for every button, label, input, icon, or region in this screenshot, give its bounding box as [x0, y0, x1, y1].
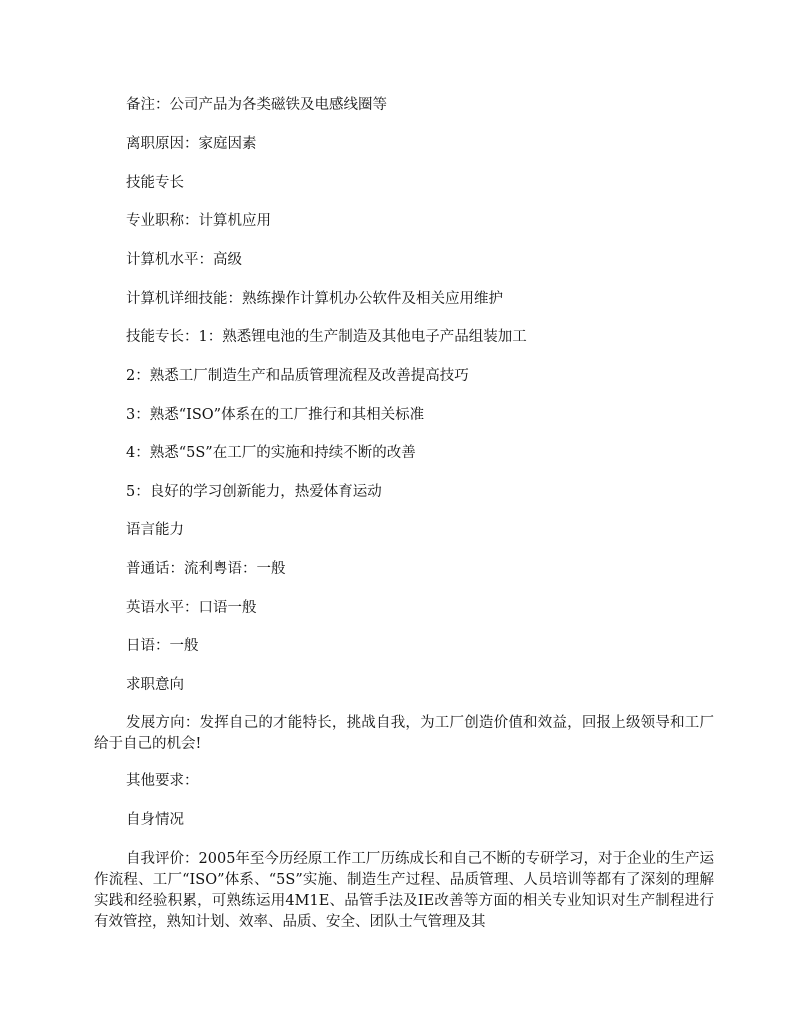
note-line: 备注：公司产品为各类磁铁及电感线圈等 — [126, 97, 387, 113]
skills-heading: 技能专长 — [126, 175, 184, 191]
skill-item-3: 3：熟悉“ISO”体系在的工厂推行和其相关标准 — [126, 407, 425, 423]
computer-skills-line: 计算机详细技能：熟练操作计算机办公软件及相关应用维护 — [126, 291, 503, 307]
self-status-heading: 自身情况 — [126, 812, 184, 828]
language-heading: 语言能力 — [126, 522, 184, 538]
leave-reason-line: 离职原因：家庭因素 — [126, 136, 257, 152]
skill-item-1: 技能专长：1：熟悉锂电池的生产制造及其他电子产品组装加工 — [126, 329, 527, 345]
english-line: 英语水平：口语一般 — [126, 600, 257, 616]
mandarin-line: 普通话：流利粤语：一般 — [126, 561, 286, 577]
computer-level-line: 计算机水平：高级 — [126, 252, 242, 268]
skill-item-2: 2：熟悉工厂制造生产和品质管理流程及改善提高技巧 — [126, 368, 469, 384]
skill-item-4: 4：熟悉“5S”在工厂的实施和持续不断的改善 — [126, 445, 416, 461]
skill-item-5: 5：良好的学习创新能力，热爱体育运动 — [126, 484, 382, 500]
other-requirements-line: 其他要求： — [126, 773, 199, 789]
job-intention-heading: 求职意向 — [126, 677, 184, 693]
development-paragraph: 发展方向：发挥自己的才能特长，挑战自我，为工厂创造价值和效益，回报上级领导和工厂给于自己的机会! — [94, 715, 714, 752]
self-evaluation-paragraph: 自我评价：2005年至今历经原工作工厂历练成长和自己不断的专研学习，对于企业的生产运作流程、工厂“ISO”体系、“5S”实施、制造生产过程、品质管理、人员培训等都有了深刻的理解实践和经验积累，可熟练运用4M1E、品管手法及IE改善等方面的相关专业知识对生产制程进行有效管控，熟知计划、效率、品质、安全、团队士气管理及其 — [94, 851, 714, 930]
professional-title-line: 专业职称：计算机应用 — [126, 213, 271, 229]
japanese-line: 日语：一般 — [126, 638, 199, 654]
